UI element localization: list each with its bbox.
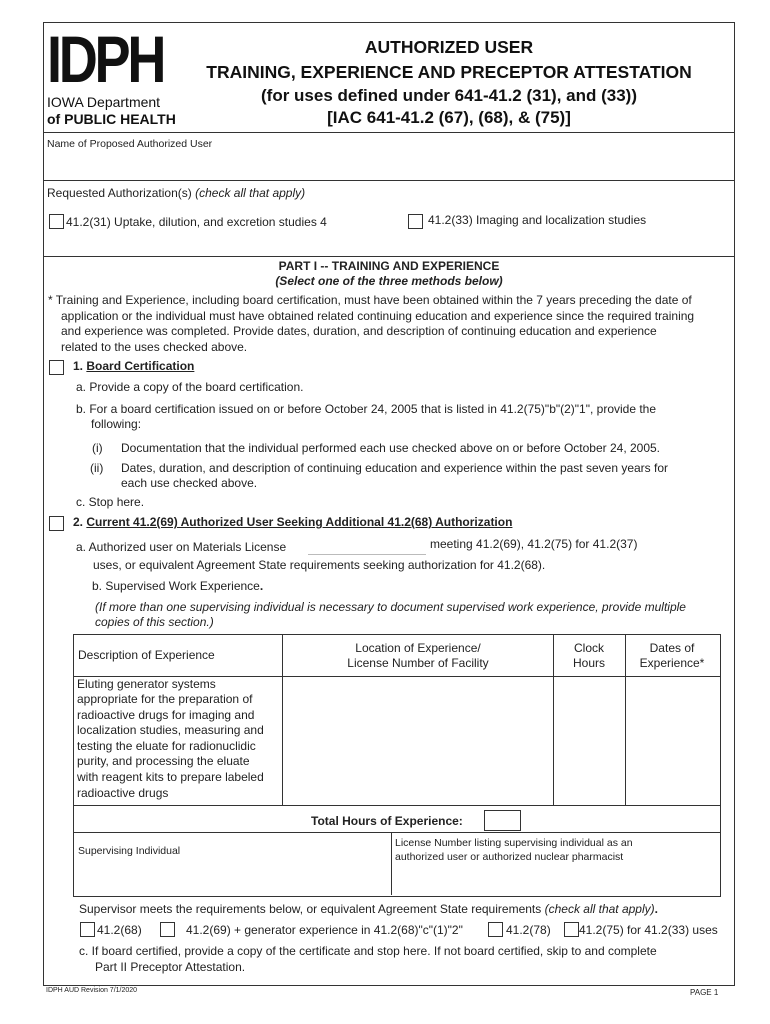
part1-note-line3: and experience was completed. Provide dates, duration, and description of continuing education and experience (61, 324, 657, 338)
s1-i-num: (i) (92, 441, 103, 455)
s1-ii-line1: Dates, duration, and description of continuing education and experience within the past seven years for (121, 461, 669, 475)
requested-label: Requested Authorization(s) (check all that apply) (47, 186, 306, 200)
table-row-divider (73, 805, 720, 806)
current-au-checkbox[interactable] (49, 516, 64, 531)
row-desc-2: radioactive drugs for imaging and (77, 708, 255, 722)
page-number: PAGE 1 (690, 988, 719, 997)
s2-a-line2: meeting 41.2(69), 41.2(75) for 41.2(37) (430, 537, 638, 551)
table-total-divider (73, 832, 720, 833)
dates-input[interactable] (628, 679, 717, 803)
th-location-line1: Location of Experience/ (355, 641, 481, 655)
th-dates-line2: Experience* (639, 656, 705, 670)
name-divider (43, 180, 735, 181)
th-description: Description of Experience (78, 648, 215, 662)
title-line1: AUTHORIZED USER (364, 37, 534, 57)
s1-ii-num: (ii) (90, 461, 104, 475)
supervisor-requirements: Supervisor meets the requirements below, or equivalent Agreement State requirements (check all that apply). (79, 902, 658, 916)
th-dates-line1: Dates of (649, 641, 695, 655)
s1-ii-line2: each use checked above. (121, 476, 258, 490)
license-number-field[interactable] (308, 540, 426, 555)
s2-heading: 2. Current 41.2(69) Authorized User Seeking Additional 41.2(68) Authorization (73, 515, 513, 529)
idph-logo: IDPH (47, 22, 164, 96)
row-desc-6: with reagent kits to prepare labeled (77, 770, 264, 784)
s1-item-c: c. Stop here. (76, 495, 145, 509)
logo-line2: of PUBLIC HEALTH (47, 111, 176, 127)
opt-33-checkbox[interactable] (408, 214, 423, 229)
clock-hours-input[interactable] (556, 679, 623, 803)
name-label: Name of Proposed Authorized User (47, 138, 213, 150)
s1-i-text: Documentation that the individual performed each use checked above on or before October 24, 2005. (121, 441, 661, 455)
s1-item-a: a. Provide a copy of the board certification. (76, 380, 304, 394)
s2-c-line2: Part II Preceptor Attestation. (95, 960, 246, 974)
part1-note-line2: application or the individual must have obtained related continuing education and experience since the required training (61, 309, 695, 323)
opt-31-label: 41.2(31) Uptake, dilution, and excretion studies 4 (66, 215, 327, 229)
s1-item-b-line2: following: (91, 417, 142, 431)
part1-note-line4: related to the uses checked above. (61, 340, 248, 354)
total-hours-label: Total Hours of Experience: (311, 814, 463, 828)
s2-b-note-line2: copies of this section.) (95, 615, 214, 629)
s2-b-note-line1: (If more than one supervising individual is necessary to document supervised work experience, provide multiple (95, 600, 686, 614)
sup-68-label: 41.2(68) (97, 923, 142, 937)
part1-title: PART I -- TRAINING AND EXPERIENCE (278, 259, 500, 273)
opt-33-label: 41.2(33) Imaging and localization studies (428, 213, 647, 227)
license-label-line1: License Number listing supervising individual as an (395, 837, 633, 849)
sup-68-checkbox[interactable] (80, 922, 95, 937)
revision-label: IDPH AUD Revision 7/1/2020 (46, 987, 138, 994)
table-col-divider-4 (391, 832, 392, 895)
sup-75-label: 41.2(75) for 41.2(33) uses (579, 923, 718, 937)
th-clock-line2: Hours (572, 656, 605, 670)
row-desc-5: purity, and processing the eluate (77, 754, 250, 768)
row-desc-3: localization studies, measuring and (77, 723, 264, 737)
opt-31-checkbox[interactable] (49, 214, 64, 229)
s1-heading: 1. Board Certification (73, 359, 195, 373)
sup-75-checkbox[interactable] (564, 922, 579, 937)
logo-line1: IOWA Department (47, 94, 161, 110)
row-desc-4: testing the eluate for radionuclidic (77, 739, 256, 753)
s2-item-b: b. Supervised Work Experience. (92, 579, 264, 593)
requested-divider (43, 256, 735, 257)
s2-a-line1: a. Authorized user on Materials License (76, 540, 287, 554)
location-input[interactable] (285, 679, 551, 803)
part1-note-line1: * Training and Experience, including board certification, must have been obtained within the 7 years preceding the date of (48, 293, 692, 307)
header-divider (43, 132, 735, 133)
sup-69-checkbox[interactable] (160, 922, 175, 937)
sup-69-label: 41.2(69) + generator experience in 41.2(68)"c"(1)"2" (186, 923, 463, 937)
total-hours-input[interactable] (484, 810, 521, 831)
sup-78-checkbox[interactable] (488, 922, 503, 937)
row-desc-0: Eluting generator systems (77, 677, 216, 691)
license-label-line2: authorized user or authorized nuclear pharmacist (395, 851, 624, 863)
name-field[interactable] (47, 150, 729, 178)
sup-78-label: 41.2(78) (506, 923, 551, 937)
part1-subtitle: (Select one of the three methods below) (275, 274, 503, 288)
supervising-label: Supervising Individual (78, 845, 181, 857)
row-desc-1: appropriate for the preparation of (77, 692, 253, 706)
s2-a-line3: uses, or equivalent Agreement State requirements seeking authorization for 41.2(68). (93, 558, 546, 572)
board-cert-checkbox[interactable] (49, 360, 64, 375)
th-clock-line1: Clock (573, 641, 604, 655)
row-desc-7: radioactive drugs (77, 786, 169, 800)
s1-item-b-line1: b. For a board certification issued on or before October 24, 2005 that is listed in 41.2(75)"b"(2)"1", provide the (76, 402, 657, 416)
title-line4: [IAC 641-41.2 (67), (68), & (75)] (327, 108, 571, 127)
title-line2: TRAINING, EXPERIENCE AND PRECEPTOR ATTESTATION (206, 62, 692, 82)
title-line3: (for uses defined under 641-41.2 (31), and (33)) (261, 86, 637, 105)
th-location-line2: License Number of Facility (347, 656, 489, 670)
s2-c-line1: c. If board certified, provide a copy of the certificate and stop here. If not board certified, skip to and complete (79, 944, 657, 958)
